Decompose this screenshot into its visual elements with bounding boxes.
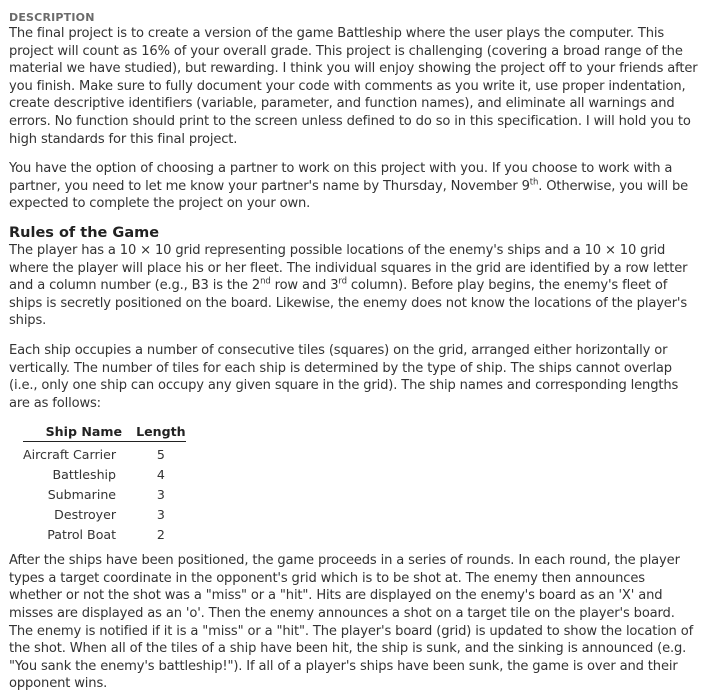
ship-name-cell: Destroyer xyxy=(54,506,117,522)
rules-p1-text-c: column). Before play begins, the enemy's fleet of ships is secretly positioned on the board. Likewise, the enemy does not know the locations of the player's ships. xyxy=(9,278,688,329)
ship-length-cell: 3 xyxy=(156,486,165,502)
para2-text-a: You have the option of choosing a partner to work on this project with you. If you choose to work with a partner, you need to let me know your partner's name by Thursday, November 9 xyxy=(9,161,673,194)
ship-length-cell: 4 xyxy=(156,466,165,482)
table-row xyxy=(23,524,186,544)
description-paragraph-1: The final project is to create a version of the game Battleship where the user plays the computer. This project will count as 16% of your overall grade. This project is challenging (covering a broad range of the material we have studied), but rewarding. I think you will enjoy showing the project off to your friends after you finish. Make sure to fully document your code with comments as you write it, use proper indentation, create descriptive identifiers (variable, parameter, and function names), and eliminate all warnings and errors. No function should print to the screen unless defined to do so in this specification. I will hold you to high standards for this final project. xyxy=(9,26,698,147)
rules-p1-text-a: The player has a 10 × 10 grid representing possible locations of the enemy's ships and a 10 × 10 grid where the player will place his or her fleet. The individual squares in the grid are identified by a row letter and a column number (e.g., B3 is the 2 xyxy=(9,242,688,294)
ship-length-cell: 2 xyxy=(156,526,165,542)
rules-p1-text-b: row and 3 xyxy=(270,278,339,294)
ship-name-cell: Aircraft Carrier xyxy=(23,446,117,462)
ship-name-cell: Submarine xyxy=(47,486,117,502)
ship-length-cell: 5 xyxy=(156,446,165,462)
ship-table-header-row xyxy=(23,424,186,442)
ship-name-header: Ship Name xyxy=(23,424,130,442)
table-row xyxy=(23,464,186,484)
ship-name-cell: Patrol Boat xyxy=(47,526,117,542)
ship-length-header: Length xyxy=(130,424,186,442)
ship-table xyxy=(23,424,186,544)
paragraph-gap xyxy=(9,148,698,160)
rules-paragraph-1 xyxy=(9,242,698,330)
table-row xyxy=(23,504,186,524)
paragraph-gap xyxy=(9,330,698,342)
description-paragraph-2 xyxy=(9,160,698,213)
table-row xyxy=(23,484,186,504)
rules-paragraph-2: Each ship occupies a number of consecutive tiles (squares) on the grid, arranged either horizontally or vertically. The number of tiles for each ship is determined by the type of ship. The ships cannot overlap (i.e., only one ship can occupy any given square in the grid). The ship names and corresponding lengths are as follows: xyxy=(9,342,679,411)
ship-name-cell: Battleship xyxy=(52,466,117,482)
table-row xyxy=(23,442,186,465)
rules-paragraph-3: After the ships have been positioned, the game proceeds in a series of rounds. In each round, the player types a target coordinate in the opponent's grid which is to be shot at. The enemy then announces whether or not the shot was a "miss" or a "hit". Hits are displayed on the enemy's board as an 'X' and misses are displayed as an 'o'. Then the enemy announces a shot on a target tile on the player's board. The enemy is notified if it is a "miss" or a "hit". The player's board (grid) is updated to show the location of the shot. When all of the tiles of a ship have been hit, the ship is sunk, and the sinking is announced (e.g. "You sank the enemy's battleship!"). If all of a player's ships have been sunk, the game is over and their opponent wins. xyxy=(9,553,694,692)
para2-text-b: . Otherwise, you will be expected to complete the project on your own. xyxy=(9,178,689,212)
rules-heading: Rules of the Game xyxy=(9,224,160,241)
description-heading: DESCRIPTION xyxy=(9,11,95,24)
ship-length-cell: 3 xyxy=(156,506,165,522)
rules-p1-superscript-2: rd xyxy=(338,276,347,287)
rules-p1-superscript-1: nd xyxy=(260,276,271,287)
para2-superscript: th xyxy=(529,177,539,188)
